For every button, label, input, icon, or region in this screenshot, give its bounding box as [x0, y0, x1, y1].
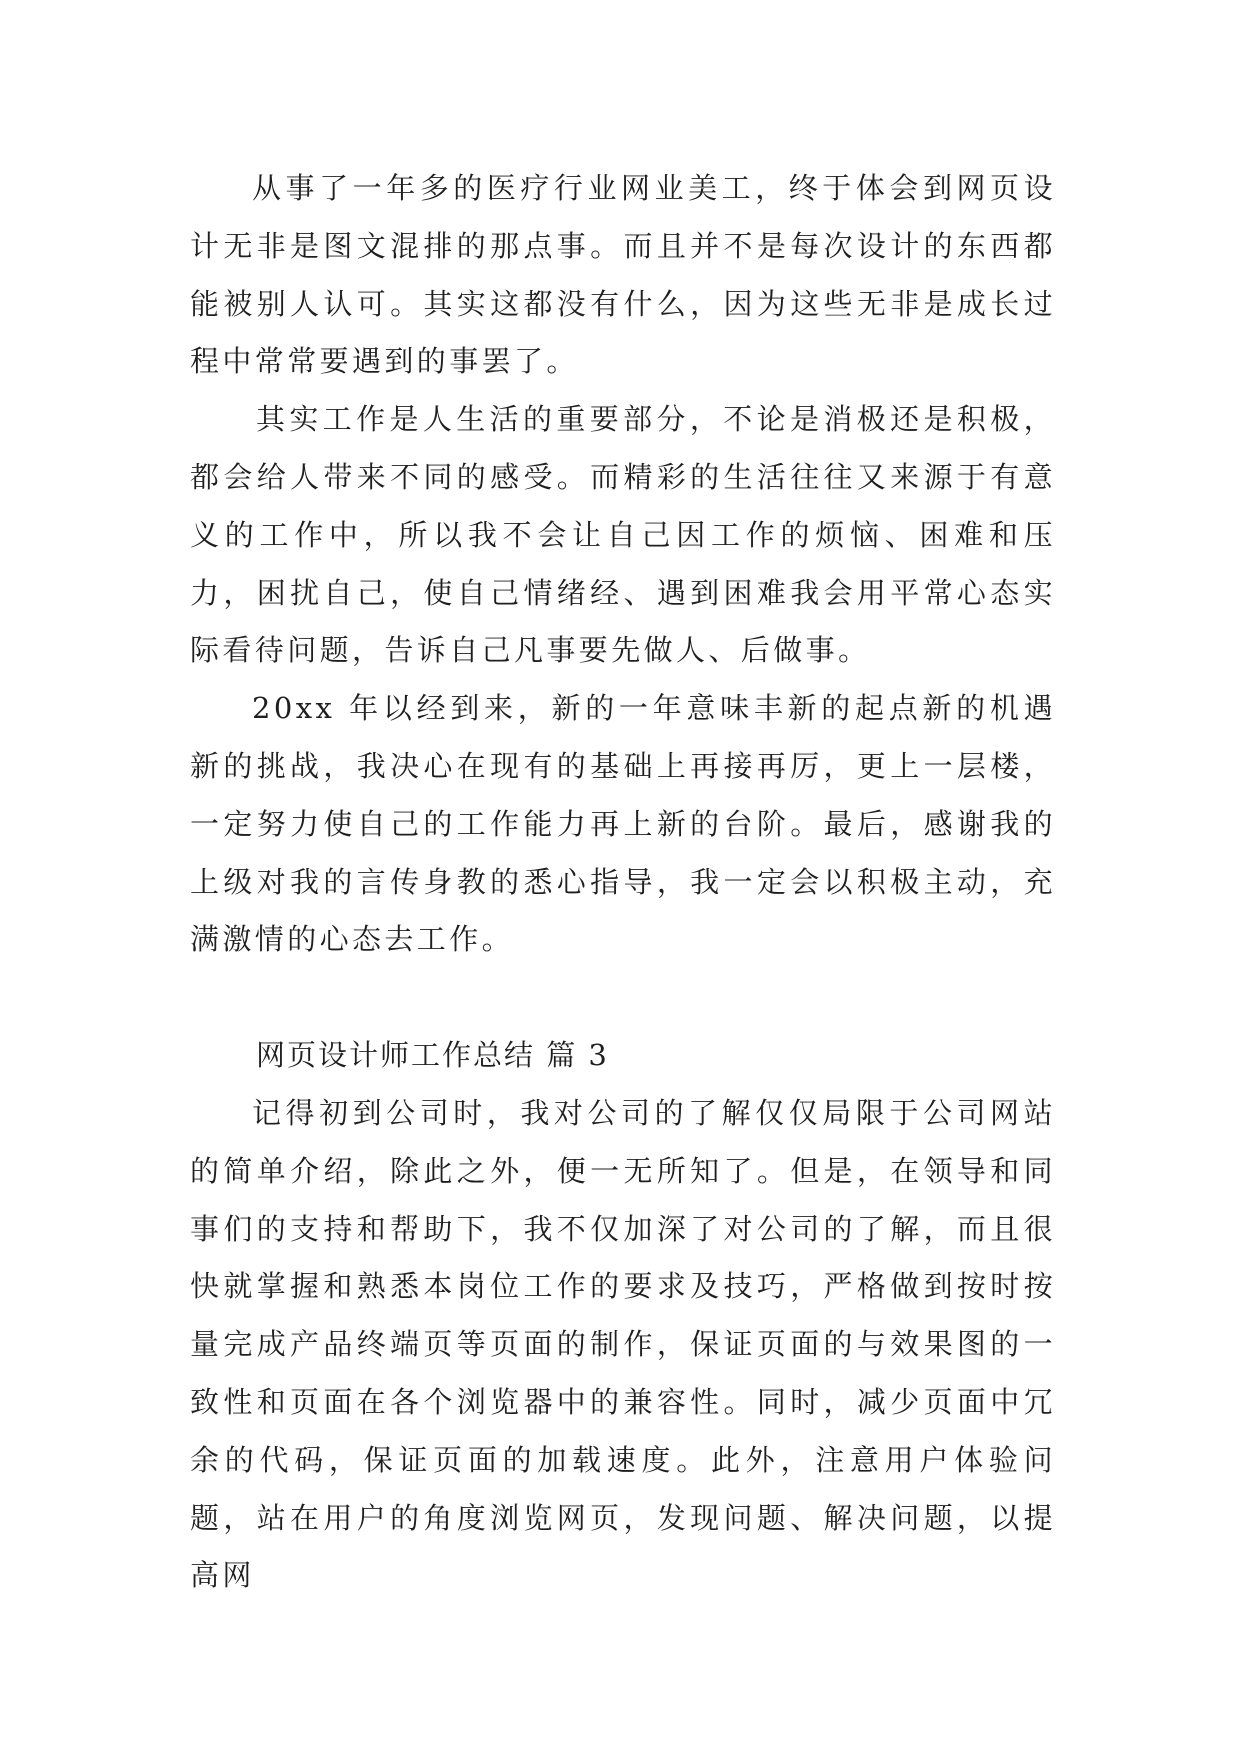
paragraph-3: 20xx 年以经到来，新的一年意味丰新的起点新的机遇新的挑战，我决心在现有的基础上再接再厉，更上一层楼，一定努力使自己的工作能力再上新的台阶。最后，感谢我的上级对我的言传身教的悉心指导，我一定会以积极主动，充满激情的心态去工作。 — [190, 691, 1056, 957]
section-heading: 网页设计师工作总结 篇 3 — [256, 1038, 609, 1073]
paragraph-4: 记得初到公司时，我对公司的了解仅仅局限于公司网站的简单介绍，除此之外，便一无所知了。但是，在领导和同事们的支持和帮助下，我不仅加深了对公司的了解，而且很快就掌握和熟悉本岗位工作的要求及技巧，严格做到按时按量完成产品终端页等页面的制作，保证页面的与效果图的一致性和页面在各个浏览器中的兼容性。同时，减少页面中冗余的代码，保证页面的加载速度。此外，注意用户体验问题，站在用户的角度浏览网页，发现问题、解决问题，以提高网 — [190, 1095, 1056, 1593]
document-body — [190, 160, 1056, 1605]
paragraph-2: 其实工作是人生活的重要部分，不论是消极还是积极，都会给人带来不同的感受。而精彩的生活往往又来源于有意义的工作中，所以我不会让自己因工作的烦恼、困难和压力，困扰自己，使自己情绪经、遇到困难我会用平常心态实际看待问题，告诉自己凡事要先做人、后做事。 — [190, 402, 1056, 668]
paragraph-1: 从事了一年多的医疗行业网业美工，终于体会到网页设计无非是图文混排的那点事。而且并不是每次设计的东西都能被别人认可。其实这都没有什么，因为这些无非是成长过程中常常要遇到的事罢了。 — [190, 171, 1056, 379]
